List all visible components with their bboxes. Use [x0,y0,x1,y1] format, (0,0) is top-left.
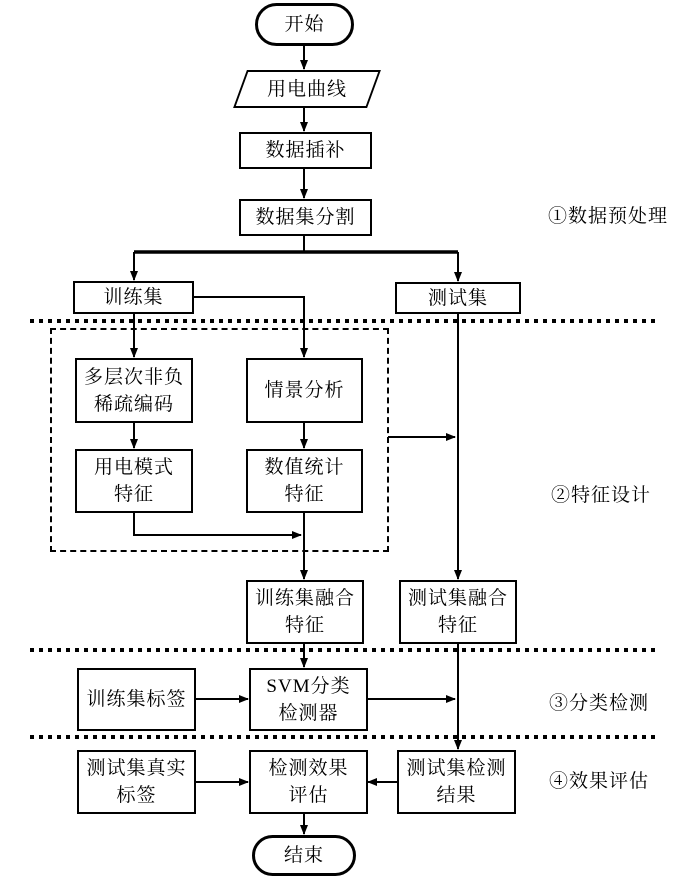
node-interpolation-label: 数据插补 [265,140,346,161]
node-dataset-split [239,199,372,236]
node-pattern-feature [75,449,193,513]
stage-label-evaluation: ④效果评估 [549,771,650,792]
node-input-curve [240,70,374,108]
node-train-fused-line1: 训练集融合 [254,588,355,609]
node-train-set-label: 训练集 [103,287,164,308]
node-sparse-coding-line2: 稀疏编码 [93,393,174,415]
node-dataset-split-label: 数据集分割 [255,207,356,228]
node-test-detect-result [397,750,516,814]
node-end [252,835,356,876]
node-train-fused-feature [246,580,364,644]
node-interpolation [239,132,372,169]
node-svm-line2: 检测器 [278,702,339,724]
node-test-fused-line2: 特征 [437,615,478,636]
node-test-fused-line1: 测试集融合 [407,588,508,609]
node-train-labels [77,668,196,731]
node-input-curve-label: 用电曲线 [266,78,347,100]
node-statistic-feature-line1: 数值统计 [264,457,345,478]
node-test-true-labels-line1: 测试集真实 [86,758,187,779]
node-effect-evaluation-line2: 评估 [288,785,329,806]
node-svm-line1: SVM分类 [266,675,351,697]
node-pattern-feature-line2: 特征 [113,484,154,505]
node-effect-evaluation [249,750,368,814]
node-end-label: 结束 [283,845,324,866]
node-statistic-feature [246,449,363,513]
node-pattern-feature-line1: 用电模式 [93,457,174,478]
node-train-fused-line2: 特征 [284,615,325,636]
node-effect-evaluation-line1: 检测效果 [268,758,349,779]
stage-label-classification: ③分类检测 [549,693,650,714]
node-test-set [395,282,521,314]
node-test-detect-result-line2: 结果 [436,785,477,806]
stage-label-feature-design: ②特征设计 [551,485,652,506]
node-test-set-label: 测试集 [427,287,488,309]
node-train-labels-label: 训练集标签 [86,689,187,710]
node-test-fused-feature [399,580,517,644]
node-statistic-feature-line2: 特征 [284,484,325,505]
node-start-label: 开始 [284,14,325,35]
node-scenario-analysis [246,358,363,423]
node-svm-classifier [249,668,368,731]
node-train-set [73,281,194,314]
node-sparse-coding [75,358,193,423]
stage-label-preprocess: ①数据预处理 [548,206,669,227]
node-scenario-analysis-label: 情景分析 [264,380,345,401]
node-sparse-coding-line1: 多层次非负 [83,366,184,388]
node-start [255,3,354,46]
node-test-detect-result-line1: 测试集检测 [406,758,507,779]
node-test-true-labels-line2: 标签 [116,785,157,806]
node-test-true-labels [77,750,196,814]
